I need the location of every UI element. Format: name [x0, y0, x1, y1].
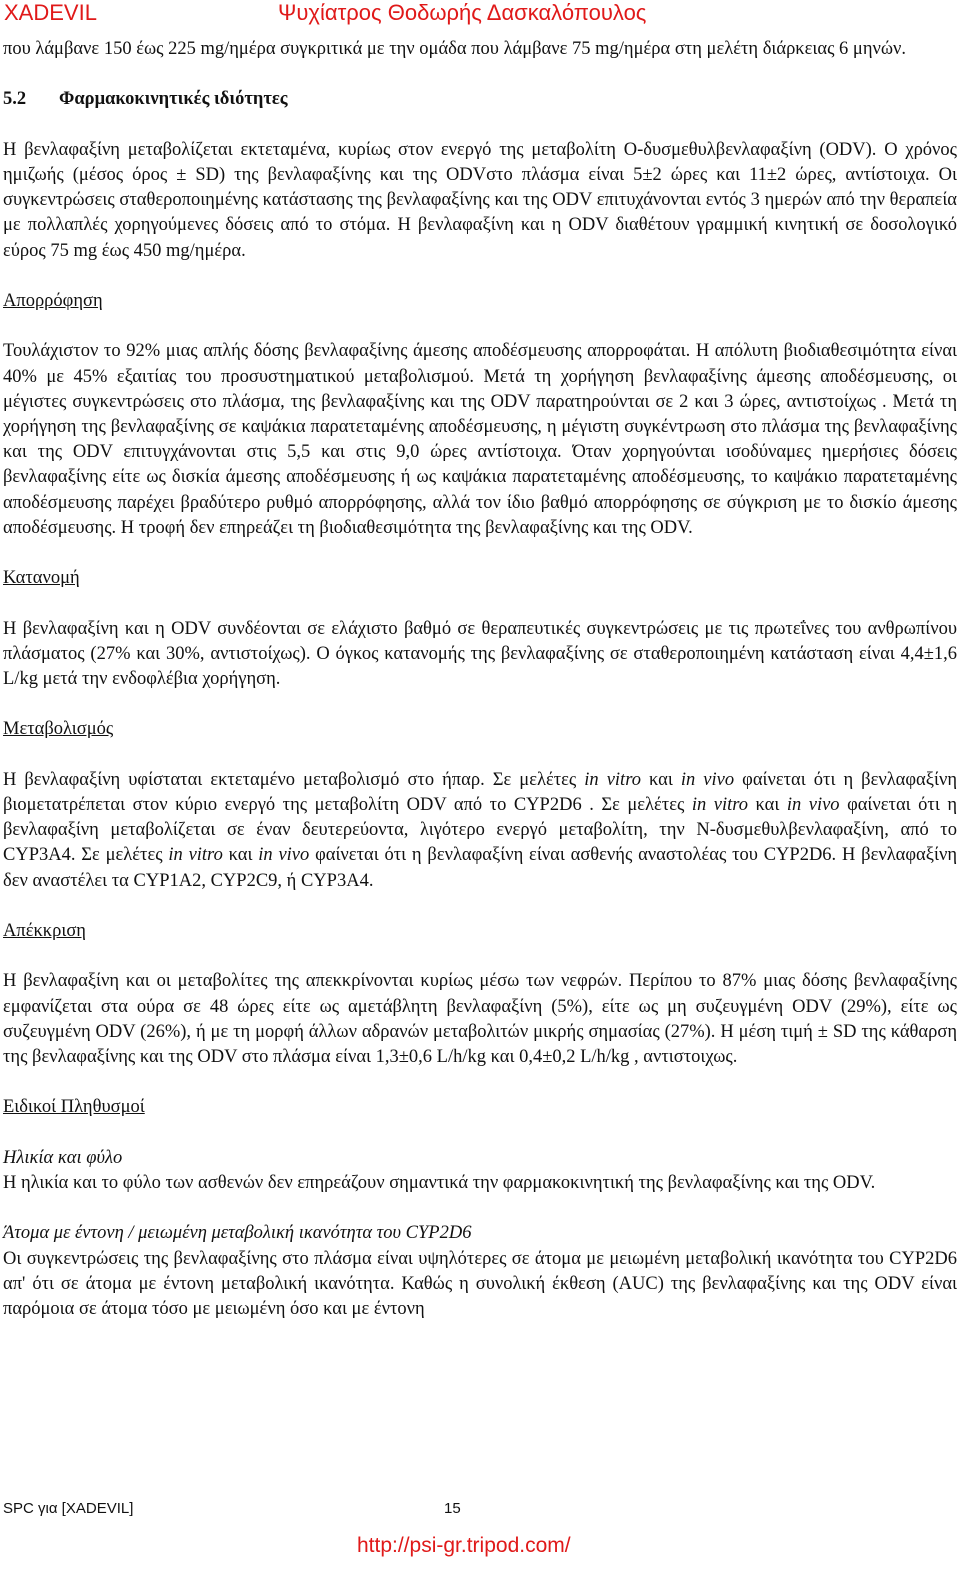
in-vivo-term: in vivo: [258, 845, 310, 866]
in-vitro-term: in vitro: [691, 794, 748, 815]
footer-url-link[interactable]: http://psi-gr.tripod.com/: [357, 1534, 571, 1557]
header-brand: XADEVIL: [4, 0, 97, 25]
footer-label: SPC για [XADEVIL]: [3, 1500, 134, 1517]
absorption-heading: Απορρόφηση: [3, 290, 103, 311]
document-body: [3, 37, 957, 1322]
section-paragraph: Η βενλαφαξίνη μεταβολίζεται εκτεταμένα, κυρίως στον ενεργό της μεταβολίτη O-δυσμεθυλβενλαφαξίνη (ODV). Ο χρόνος ημιζωής (μέσος όρος ± SD) της βενλαφαξίνης και της ODVστο πλάσμα είναι 5±2 ώρες και 11±2 ώρες, αντίστοιχα. Οι συγκεντρώσεις σταθεροποιημένης κατάστασης της βενλαφαξίνης και της ODV επιτυχάνονται εντός 3 ημερών από την θεραπεία με πολλαπλές χορηγούμενες δόσεις από το στόμα. Η βενλαφαξίνη και η ODV διαθέτουν γραμμική κινητική σε δοσολογικό εύρος 75 mg έως 450 mg/ημέρα.: [3, 139, 957, 261]
excretion-heading: Απέκκριση: [3, 920, 86, 941]
section-number: 5.2: [3, 89, 27, 110]
page-header: [0, 0, 960, 26]
section-heading: [3, 87, 957, 112]
special-populations-heading: Ειδικοί Πληθυσμοί: [3, 1097, 145, 1118]
in-vivo-term: in vivo: [680, 769, 735, 790]
in-vitro-term: in vitro: [168, 845, 223, 866]
metabolism-heading: Μεταβολισμός: [3, 719, 114, 740]
in-vivo-term: in vivo: [786, 794, 840, 815]
page-number: 15: [444, 1500, 461, 1517]
excretion-paragraph: Η βενλαφαξίνη και οι μεταβολίτες της απεκκρίνονται κυρίως μέσω των νεφρών. Περίπου το 87% μιας δόσης βενλαφαξίνης εμφανίζεται στα ούρα σε 48 ώρες είτε ως αμετάβλητη βενλαφαξίνη (5%), είτε ως μη συζευγμένη ODV (29%), είτε ως συζευγμένη ODV (26%), ή με τη μορφή άλλων αδρανών μεταβολιτών μικρής σημασίας (27%). Η μέση τιμή ± SD της κάθαρση της βενλαφαξίνης και της ODV στο πλάσμα είναι 1,3±0,6 L/h/kg και 0,4±0,2 L/h/kg , αντιστοιχως.: [3, 971, 957, 1067]
in-vitro-term: in vitro: [584, 769, 641, 790]
cyp2d6-paragraph: Οι συγκεντρώσεις της βενλαφαξίνης στο πλάσμα είναι υψηλότερες σε άτομα με μειωμένη μεταβολική ικανότητα του CYP2D6 απ' ότι σε άτομα με έντονη μεταβολική ικανότητα. Καθώς η συνολική έκθεση (AUC) της βενλαφαξίνης και της ODV είναι παρόμοια σε άτομα τόσο με μειωμένη όσο και με έντονη: [3, 1248, 957, 1319]
age-sex-paragraph: Η ηλικία και το φύλο των ασθενών δεν επηρεάζουν σημαντικά την φαρμακοκινητική της βενλαφαξίνης και της ODV.: [3, 1172, 876, 1193]
distribution-heading: Κατανομή: [3, 568, 80, 589]
age-sex-heading: Ηλικία και φύλο: [3, 1147, 123, 1168]
cyp2d6-heading: Άτομα με έντονη / μειωμένη μεταβολική ικανότητα του CYP2D6: [3, 1223, 472, 1244]
absorption-paragraph: Τουλάχιστον το 92% μιας απλής δόσης βενλαφαξίνης άμεσης αποδέσμευσης απορροφάται. Η απόλυτη βιοδιαθεσιμότητα είναι 40% με 45% εξαιτίας του προσυστηματικού μεταβολισμού. Μετά τη χορήγηση βενλαφαξίνης άμεσης αποδέσμευσης, οι μέγιστες συγκεντρώσεις στο πλάσμα, της βενλαφαξίνης και της ODV παρατηρούνται σε 2 και 3 ώρες, αντιστοίχως . Μετά τη χορήγηση της βενλαφαξίνης σε καψάκια παρατεταμένης αποδέσμευσης, η μέγιστη συγκέντρωση στο πλάσμα της βενλαφαξίνης και της ODV επιτυγχάνονται στις 5,5 και στις 9,0 ώρες αντίστοιχα. Όταν χορηγούνται ισοδύναμες ημερήσιες δόσεις βενλαφαξίνης είτε ως δισκία άμεσης αποδέσμευσης ή ως καψάκια παρατεταμένης αποδέσμευσης, το καψάκιο παρατεταμένης αποδέσμευσης παρέχει βραδύτερο ρυθμό απορρόφησης, αλλά τον ίδιο βαθμό απορρόφησης σε σύγκριση με το δισκίο άμεσης αποδέσμευσης. Η τροφή δεν επηρεάζει τη βιοδιαθεσιμότητα της βενλαφαξίνης και της ODV.: [3, 341, 957, 538]
header-title: Ψυχίατρος Θοδωρής Δασκαλόπουλος: [278, 0, 647, 25]
intro-paragraph: που λάμβανε 150 έως 225 mg/ημέρα συγκριτικά με την ομάδα που λάμβανε 75 mg/ημέρα στη μελέτη διάρκειας 6 μηνών.: [3, 39, 907, 59]
distribution-paragraph: Η βενλαφαξίνη και η ODV συνδέονται σε ελάχιστο βαθμό σε θεραπευτικές συγκεντρώσεις με τις πρωτεΐνες του ανθρωπίνου πλάσματος (27% και 30%, αντιστοίχως). Ο όγκος κατανομής της βενλαφαξίνης σε σταθεροποιημένη κατάσταση είναι 4,4±1,6 L/kg μετά την ενδοφλέβια χορήγηση.: [3, 618, 957, 689]
section-title: Φαρμακοκινητικές ιδιότητες: [59, 89, 288, 110]
metabolism-paragraph: Η βενλαφαξίνη υφίσταται εκτεταμένο μεταβολισμό στο ήπαρ. Σε μελέτες in vitro και in vivo φαίνεται ότι η βενλαφαξίνη βιομετατρέπεται στον κύριο ενεργό της μεταβολίτη ODV από το CYP2D6 . Σε μελέτες in vitro και in vivo φαίνεται ότι η βενλαφαξίνη μεταβολίζεται σε έναν δευτερεύοντα, λιγότερο ενεργό μεταβολίτη, την N-δυσμεθυλβενλαφαξίνη, από το CYP3A4. Σε μελέτες in vitro και in vivo φαίνεται ότι η βενλαφαξίνη είναι ασθενής αναστολέας του CYP2D6. Η βενλαφαξίνη δεν αναστέλει τα CYP1A2, CYP2C9, ή CYP3A4.: [3, 769, 957, 891]
